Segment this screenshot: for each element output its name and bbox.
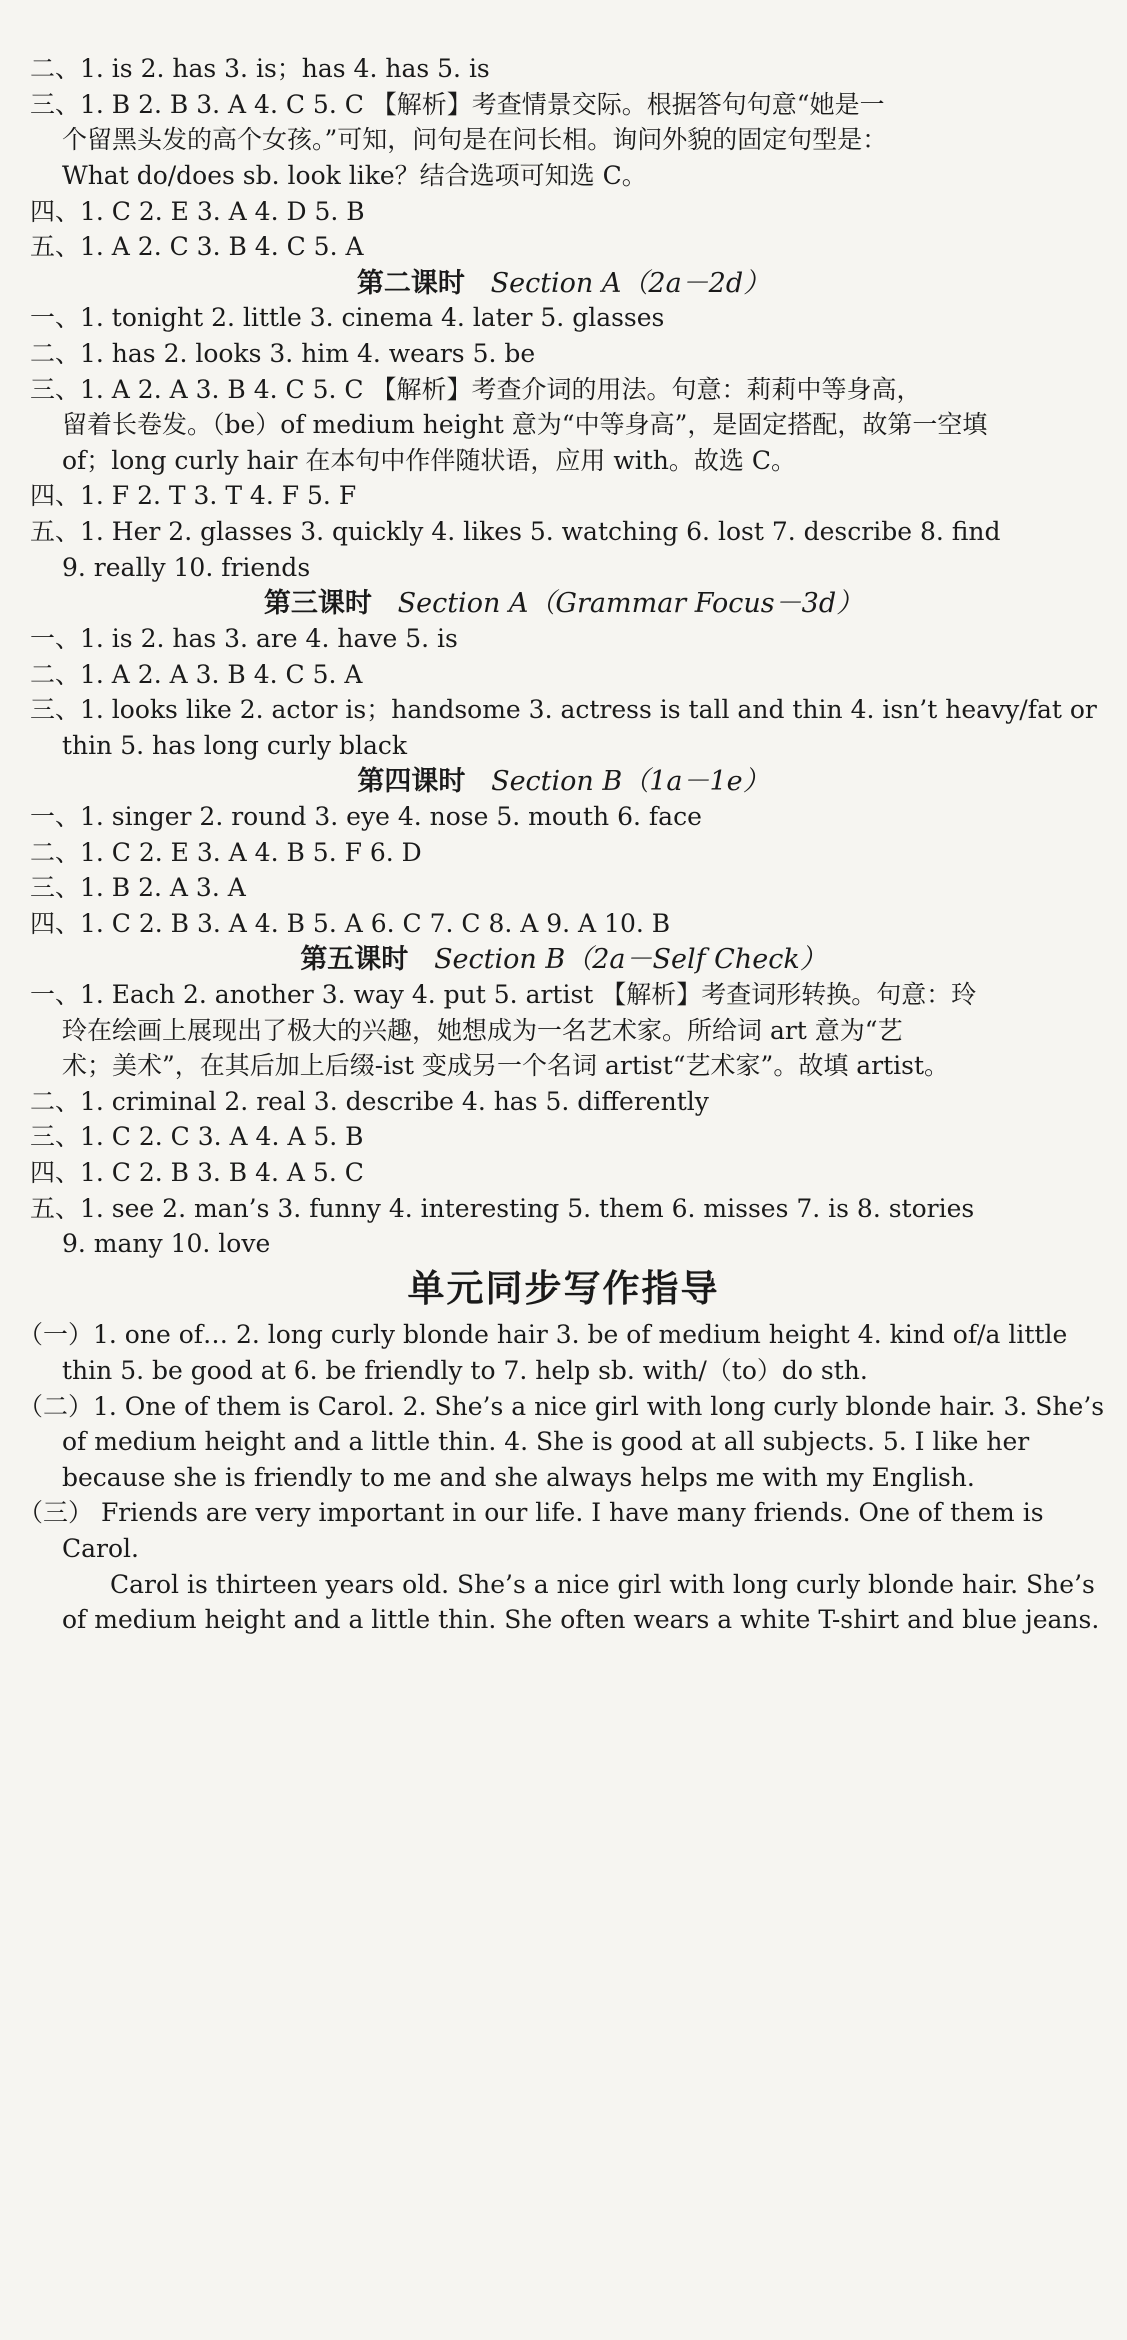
answer-text: 五、1. see 2. man’s 3. funny 4. interesting 5. them 6. misses 7. is 8. stories	[30, 1194, 975, 1223]
section-heading-en: Section A（2a－2d）	[490, 268, 771, 299]
section-heading-zh: 第五课时	[300, 944, 409, 975]
answer-text: 留着长卷发。（be）of medium height 意为“中等身高”，是固定搭配，故第一空填	[62, 410, 988, 439]
section-heading-zh: 第三课时	[263, 588, 372, 619]
answer-text: Carol.	[62, 1534, 139, 1563]
answer-text: 9. many 10. love	[62, 1229, 271, 1258]
section-heading	[0, 266, 1127, 302]
answer-text: （三） Friends are very important in our life. I have many friends. One of them is	[18, 1498, 1044, 1527]
section-heading	[0, 764, 1127, 800]
answer-text: What do/does sb. look like？结合选项可知选 C。	[62, 161, 647, 190]
answer-text: 四、1. C 2. B 3. B 4. A 5. C	[30, 1158, 364, 1187]
answer-text: 术；美术”，在其后加上后缀-ist 变成另一个名词 artist“艺术家”。故填 artist。	[62, 1051, 950, 1080]
answer-text: 一、1. is 2. has 3. are 4. have 5. is	[30, 624, 458, 653]
answer-text: 三、1. A 2. A 3. B 4. C 5. C 【解析】考查介词的用法。句意：莉莉中等身高，	[30, 375, 922, 404]
answer-text: 个留黑头发的高个女孩。”可知，问句是在问长相。询问外貌的固定句型是：	[62, 125, 888, 154]
answer-text: 三、1. B 2. A 3. A	[30, 873, 246, 902]
answer-text: 9. really 10. friends	[62, 553, 311, 582]
answer-text: 二、1. A 2. A 3. B 4. C 5. A	[30, 660, 363, 689]
answer-text: 三、1. C 2. C 3. A 4. A 5. B	[30, 1122, 364, 1151]
section-heading-en: Section A（Grammar Focus－3d）	[397, 588, 864, 619]
answer-text: 二、1. criminal 2. real 3. describe 4. has 5. differently	[30, 1087, 709, 1116]
section-heading-en: Section B（1a－1e）	[491, 766, 770, 797]
answer-text: of；long curly hair 在本句中作伴随状语，应用 with。故选 C。	[62, 446, 796, 475]
section-heading-zh: 第二课时	[356, 268, 465, 299]
answer-text: 三、1. B 2. B 3. A 4. C 5. C 【解析】考查情景交际。根据答句句意“她是一	[30, 90, 885, 119]
answer-text: 一、1. singer 2. round 3. eye 4. nose 5. mouth 6. face	[30, 802, 702, 831]
answer-text: 一、1. tonight 2. little 3. cinema 4. later 5. glasses	[30, 303, 665, 332]
section-heading	[0, 942, 1127, 978]
section-heading-zh: 第四课时	[357, 766, 466, 797]
answer-text: 玲在绘画上展现出了极大的兴趣，她想成为一名艺术家。所给词 art 意为“艺	[62, 1016, 903, 1045]
answer-text: 五、1. Her 2. glasses 3. quickly 4. likes 5. watching 6. lost 7. describe 8. find	[30, 517, 1001, 546]
answer-text: of medium height and a little thin. 4. She is good at all subjects. 5. I like her	[62, 1427, 1030, 1456]
answer-text: （一）1. one of… 2. long curly blonde hair 3. be of medium height 4. kind of/a little	[18, 1320, 1068, 1349]
answer-text: （二）1. One of them is Carol. 2. She’s a nice girl with long curly blonde hair. 3. She’s	[18, 1392, 1105, 1421]
answer-text: 一、1. Each 2. another 3. way 4. put 5. artist 【解析】考查词形转换。句意：玲	[30, 980, 977, 1009]
answer-text: because she is friendly to me and she always helps me with my English.	[62, 1463, 975, 1492]
answer-text: 三、1. looks like 2. actor is；handsome 3. actress is tall and thin 4. isn’t heavy/fat or	[30, 695, 1097, 724]
answer-text: 二、1. has 2. looks 3. him 4. wears 5. be	[30, 339, 536, 368]
answer-text: thin 5. be good at 6. be friendly to 7. help sb. with/（to）do sth.	[62, 1356, 868, 1385]
answer-text: thin 5. has long curly black	[62, 731, 408, 760]
answer-text: 二、1. is 2. has 3. is；has 4. has 5. is	[30, 54, 490, 83]
answer-text: 五、1. A 2. C 3. B 4. C 5. A	[30, 232, 364, 261]
answer-text: Carol is thirteen years old. She’s a nice girl with long curly blonde hair. She’s	[110, 1570, 1095, 1599]
answer-text: 四、1. C 2. B 3. A 4. B 5. A 6. C 7. C 8. A 9. A 10. B	[30, 909, 671, 938]
writing-guide-title: 单元同步写作指导	[407, 1267, 720, 1310]
answer-text: of medium height and a little thin. She often wears a white T-shirt and blue jeans.	[62, 1605, 1100, 1634]
answer-text: 四、1. C 2. E 3. A 4. D 5. B	[30, 197, 365, 226]
answer-text: 四、1. F 2. T 3. T 4. F 5. F	[30, 481, 357, 510]
section-heading	[0, 586, 1127, 622]
answer-text: 二、1. C 2. E 3. A 4. B 5. F 6. D	[30, 838, 422, 867]
section-heading-en: Section B（2a－Self Check）	[434, 944, 827, 975]
